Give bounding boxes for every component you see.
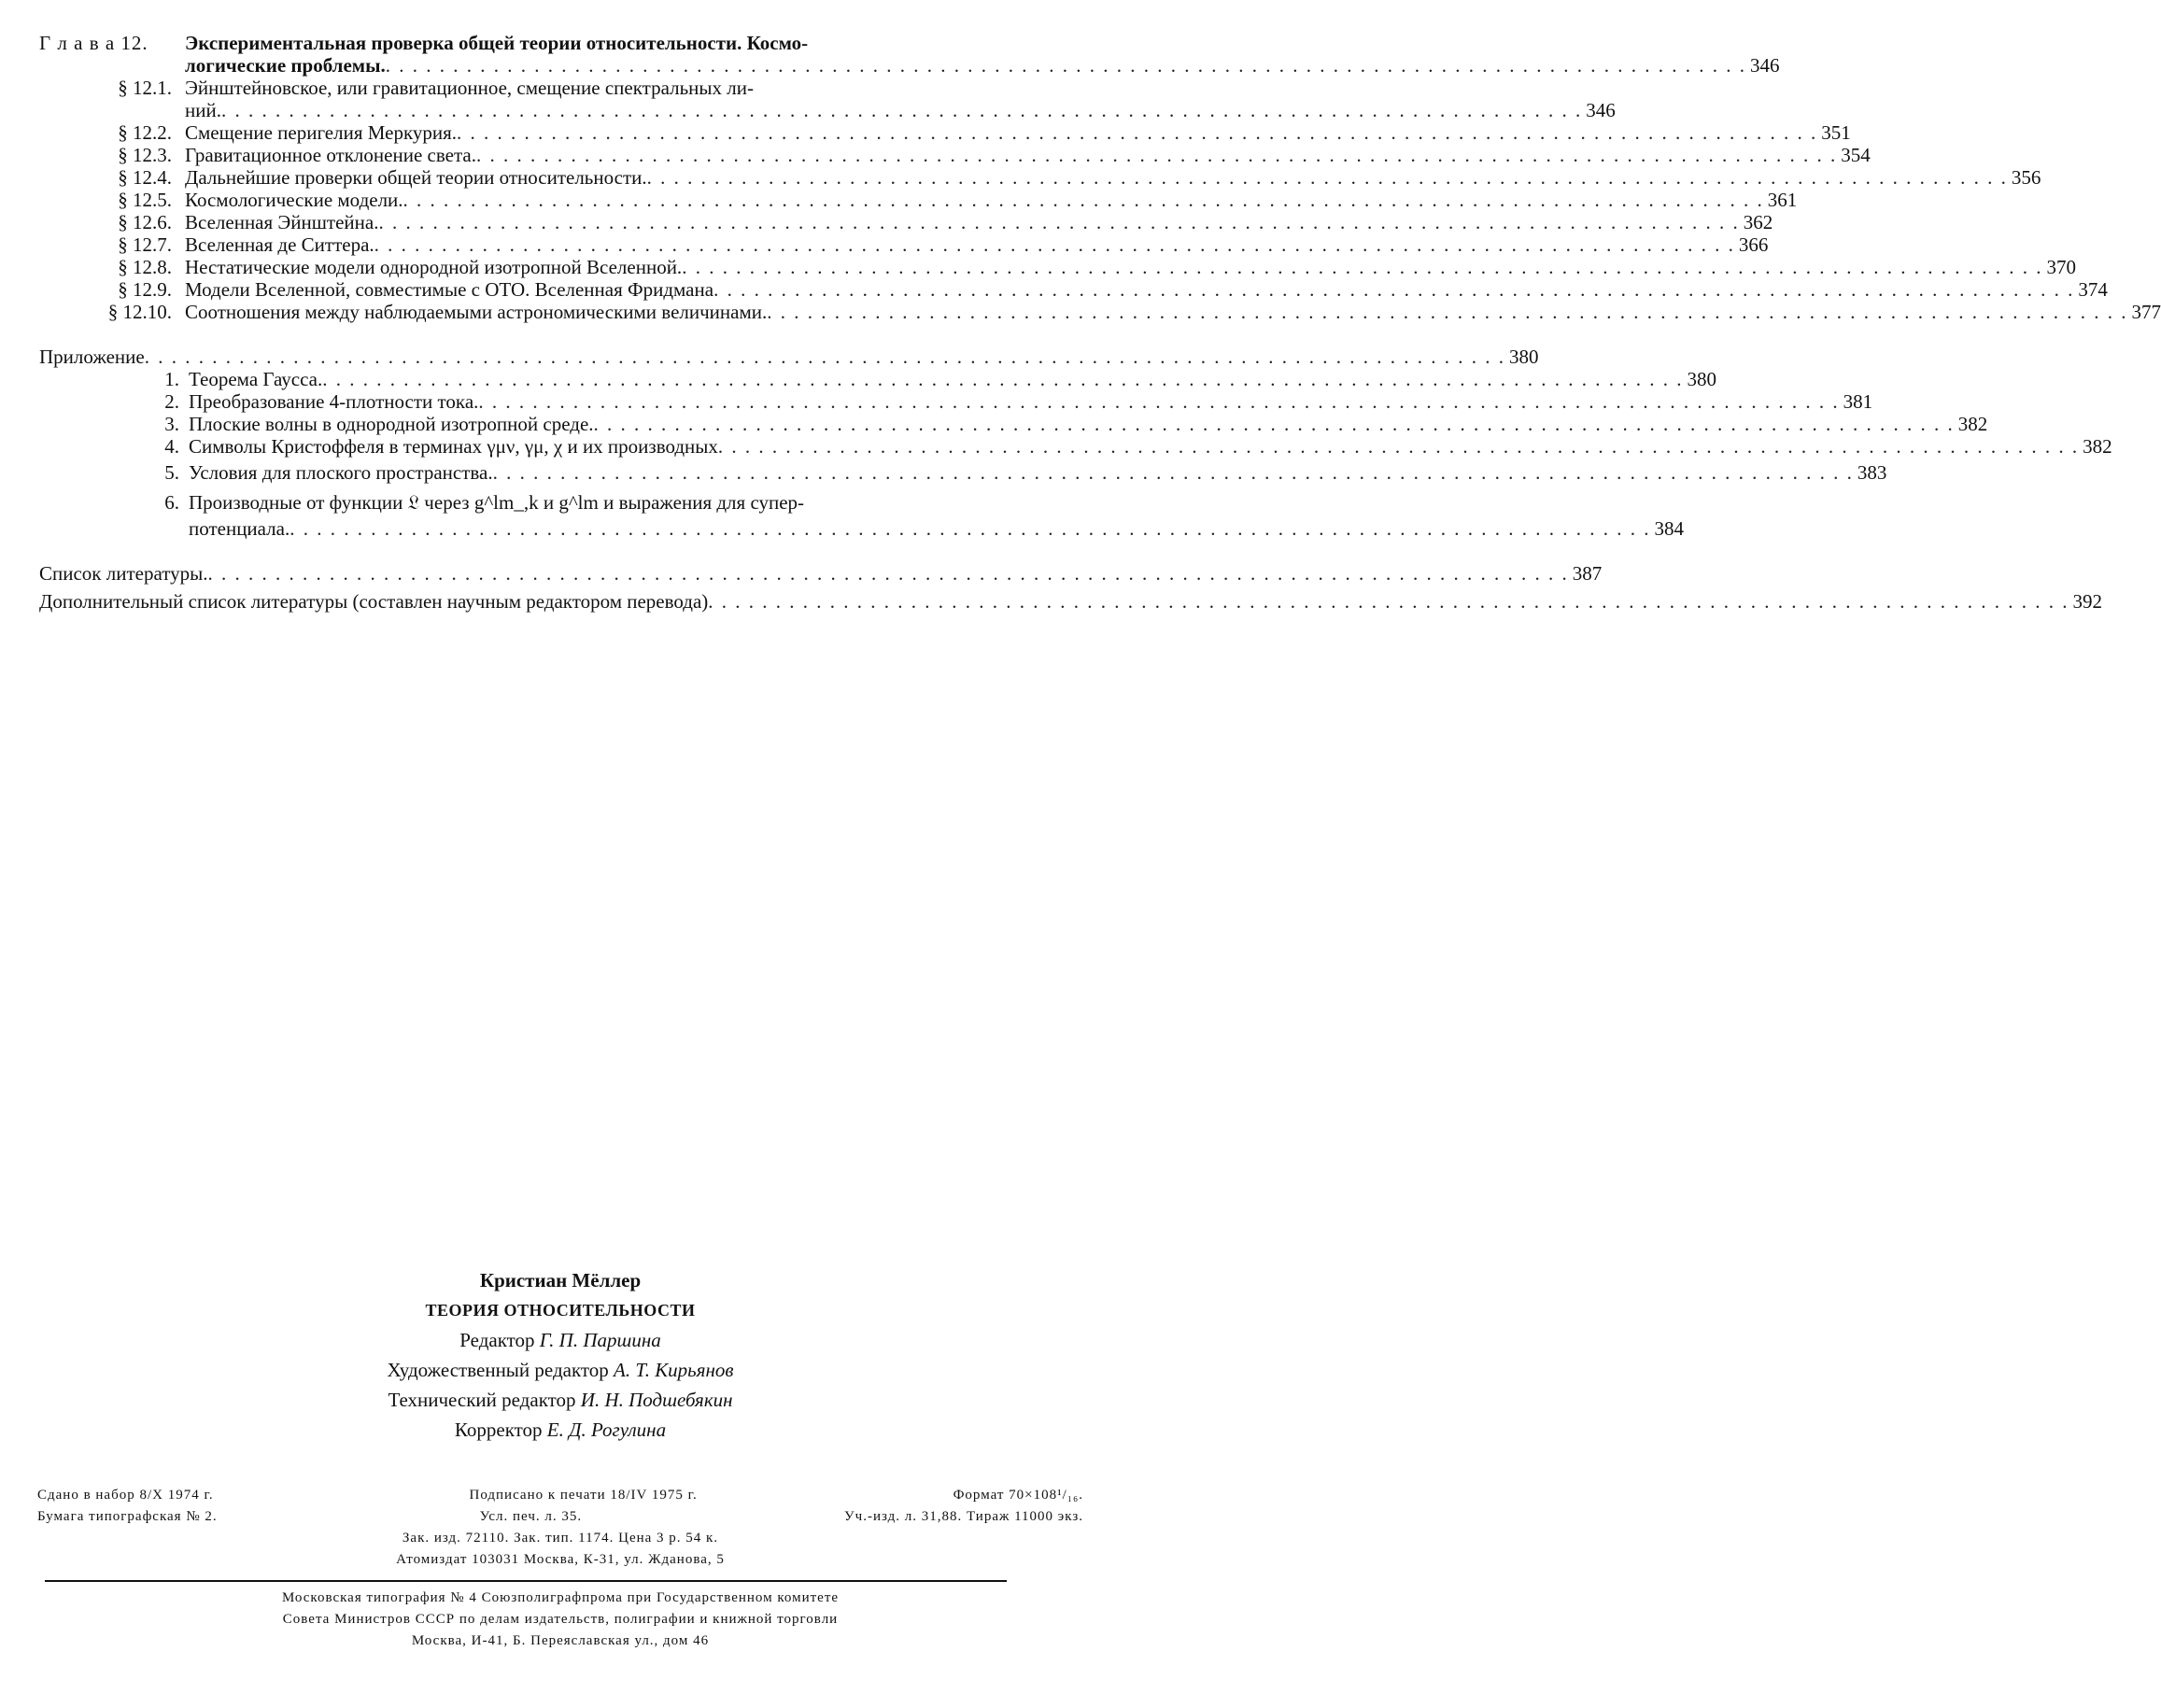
section-number: § 12.10.	[107, 301, 172, 323]
appendix-heading	[39, 346, 1539, 368]
corrector-name: Е. Д. Рогулина	[546, 1419, 667, 1441]
editor-name: Г. П. Паршина	[539, 1329, 661, 1351]
appendix-item-continued	[39, 517, 1684, 540]
publishing-line	[37, 1506, 1083, 1528]
corrector-line	[0, 1415, 1121, 1445]
leader-dots	[708, 590, 2069, 613]
printer-block	[0, 1588, 1121, 1652]
publishing-data	[37, 1485, 1083, 1571]
appendix-item-number: 6.	[164, 491, 179, 514]
leader-dots	[374, 233, 1735, 256]
editor-label: Редактор	[459, 1329, 535, 1351]
chapter-label: Г л а в а 12.	[39, 32, 148, 54]
corrector-label: Корректор	[454, 1419, 543, 1441]
appendix-item-title: Плоские волны в однородной изотропной среде.	[189, 413, 594, 435]
section-number: § 12.5.	[118, 189, 172, 211]
toc-section	[39, 77, 992, 99]
print-signed-date: Подписано к печати 18/IV 1975 г.	[469, 1488, 698, 1503]
page-number: 366	[1738, 233, 1769, 256]
toc-section	[39, 256, 2076, 278]
section-title-line1: Эйнштейновское, или гравитационное, смещение спектральных ли-	[185, 77, 754, 99]
printer-line: Московская типография № 4 Союзполиграфпрома при Государственном комитете	[281, 1590, 840, 1605]
page-number: 380	[1687, 368, 1716, 390]
toc-section	[39, 121, 1851, 144]
section-title: Вселенная Эйнштейна.	[185, 211, 379, 233]
section-title: Нестатические модели однородной изотропной Вселенной.	[185, 256, 683, 278]
references-entry	[39, 562, 1603, 585]
printed-sheets: Усл. печ. л. 35.	[479, 1509, 583, 1524]
section-title: Космологические модели.	[185, 189, 403, 211]
section-title: Соотношения между наблюдаемыми астрономическими величинами.	[185, 301, 768, 323]
page-number: 380	[1508, 346, 1539, 368]
leader-dots	[594, 413, 1955, 435]
paper-type: Бумага типографская № 2.	[37, 1509, 218, 1524]
toc-section	[39, 233, 1769, 256]
section-number: § 12.8.	[118, 256, 172, 278]
leader-dots	[457, 121, 1817, 144]
section-title-line2: ний.	[185, 99, 221, 121]
page-number: 362	[1743, 211, 1773, 233]
page-number: 354	[1841, 144, 1871, 166]
chapter-heading	[39, 32, 992, 54]
toc-section	[39, 166, 2041, 189]
appendix-item	[39, 368, 1716, 390]
section-title: Смещение перигелия Меркурия.	[185, 121, 458, 144]
toc-section	[39, 278, 2108, 301]
page-number: 382	[1957, 413, 1988, 435]
page-number: 356	[2011, 166, 2041, 189]
printer-line: Совета Министров СССР по делам издательств, полиграфии и книжной торговли	[282, 1612, 839, 1627]
page-number: 346	[1750, 54, 1780, 77]
leader-dots	[682, 256, 2042, 278]
page-number: 370	[2046, 256, 2076, 278]
appendix-item-number: 1.	[164, 368, 179, 390]
page-number: 384	[1654, 517, 1684, 540]
appendix-item-title: Преобразование 4-плотности тока.	[189, 390, 479, 413]
references-title: Список литературы.	[39, 562, 208, 585]
section-number: § 12.9.	[118, 278, 172, 301]
leader-dots	[208, 562, 1569, 585]
leader-dots	[476, 144, 1837, 166]
page-number: 381	[1843, 390, 1873, 413]
tech-editor-name: И. Н. Подшебякин	[580, 1389, 733, 1411]
toc-section	[39, 189, 1798, 211]
appendix-item-title: Теорема Гаусса.	[189, 368, 323, 390]
leader-dots	[386, 54, 1746, 77]
page-number: 387	[1572, 562, 1603, 585]
toc-section	[39, 301, 2161, 323]
appendix-item-number: 2.	[164, 390, 179, 413]
page-number: 377	[2131, 301, 2161, 323]
leader-dots	[290, 517, 1650, 540]
table-of-contents	[39, 32, 2161, 613]
section-number: § 12.4.	[118, 166, 172, 189]
leader-dots	[322, 368, 1683, 390]
section-number: § 12.3.	[118, 144, 172, 166]
appendix-item-number: 5.	[164, 461, 179, 484]
leader-dots	[713, 278, 2074, 301]
section-title: Гравитационное отклонение света.	[185, 144, 476, 166]
page-number: 374	[2078, 278, 2108, 301]
leader-dots	[767, 301, 2127, 323]
chapter-title-line1: Экспериментальная проверка общей теории относительности. Космо-	[185, 32, 809, 54]
leader-dots	[403, 189, 1764, 211]
page-number: 346	[1586, 99, 1616, 121]
leader-dots	[378, 211, 1739, 233]
author-name: Кристиан Мёллер	[479, 1269, 642, 1292]
typeset-date: Сдано в набор 8/X 1974 г.	[37, 1488, 214, 1503]
page-number: 382	[2083, 435, 2112, 458]
page-number: 361	[1767, 189, 1798, 211]
appendix-item-title-line2: потенциала.	[189, 517, 290, 540]
section-title: Вселенная де Ситтера.	[185, 233, 374, 256]
appendix-item	[39, 458, 1887, 487]
appendix-item-title: Символы Кристоффеля в терминах γμν, γμ, χ и их производных	[189, 435, 718, 458]
chapter-title-continued	[39, 54, 1780, 77]
leader-dots	[647, 166, 2008, 189]
section-number: § 12.1.	[118, 77, 172, 99]
edition-info: Уч.-изд. л. 31,88. Тираж 11000 экз.	[844, 1509, 1083, 1524]
leader-dots	[221, 99, 1582, 121]
section-number: § 12.7.	[118, 233, 172, 256]
editor-line	[0, 1325, 1121, 1355]
toc-section	[39, 211, 1773, 233]
leader-dots	[493, 458, 1854, 487]
divider-rule	[45, 1580, 1007, 1582]
references-title: Дополнительный список литературы (составлен научным редактором перевода)	[39, 590, 709, 613]
section-number: § 12.2.	[118, 121, 172, 144]
appendix-item-title: Условия для плоского пространства.	[189, 461, 493, 484]
references-entry	[39, 590, 2103, 613]
printer-line: Москва, И-41, Б. Переяславская ул., дом 46	[411, 1633, 710, 1648]
toc-section	[39, 144, 1871, 166]
page-number: 392	[2072, 590, 2103, 613]
art-editor-line	[0, 1355, 1121, 1385]
format: Формат 70×108¹/₁₆.	[953, 1488, 1083, 1503]
imprint-block	[0, 1265, 1121, 1445]
appendix-item-number: 4.	[164, 435, 179, 458]
appendix-item-number: 3.	[164, 413, 179, 435]
publisher-address: Атомиздат 103031 Москва, К-31, ул. Жданова, 5	[396, 1552, 725, 1567]
book-title: ТЕОРИЯ ОТНОСИТЕЛЬНОСТИ	[425, 1301, 696, 1320]
art-editor-name: А. Т. Кирьянов	[614, 1359, 734, 1381]
art-editor-label: Художественный редактор	[387, 1359, 609, 1381]
references-block	[39, 562, 2103, 613]
appendix-title: Приложение	[39, 346, 145, 368]
leader-dots	[478, 390, 1839, 413]
leader-dots	[145, 346, 1505, 368]
tech-editor-label: Технический редактор	[388, 1389, 576, 1411]
appendix-item	[39, 487, 992, 517]
appendix-item-title-line1: Производные от функции 𝔏 через g^lm_,k и g^lm и выражения для супер-	[189, 491, 805, 514]
section-title: Модели Вселенной, совместимые с ОТО. Вселенная Фридмана	[185, 278, 714, 301]
page-number: 383	[1857, 461, 1887, 484]
order-price: Зак. изд. 72110. Зак. тип. 1174. Цена 3 р. 54 к.	[402, 1531, 719, 1546]
page-number: 351	[1821, 121, 1851, 144]
appendix-item	[39, 435, 2112, 458]
section-number: § 12.6.	[118, 211, 172, 233]
section-title: Дальнейшие проверки общей теории относительности.	[185, 166, 647, 189]
toc-section-continued	[39, 99, 1616, 121]
chapter-title-line2: логические проблемы.	[185, 54, 386, 77]
leader-dots	[718, 435, 2079, 458]
tech-editor-line	[0, 1385, 1121, 1415]
publishing-line	[37, 1485, 1083, 1506]
appendix-item	[39, 390, 1873, 413]
appendix-item	[39, 413, 1988, 435]
